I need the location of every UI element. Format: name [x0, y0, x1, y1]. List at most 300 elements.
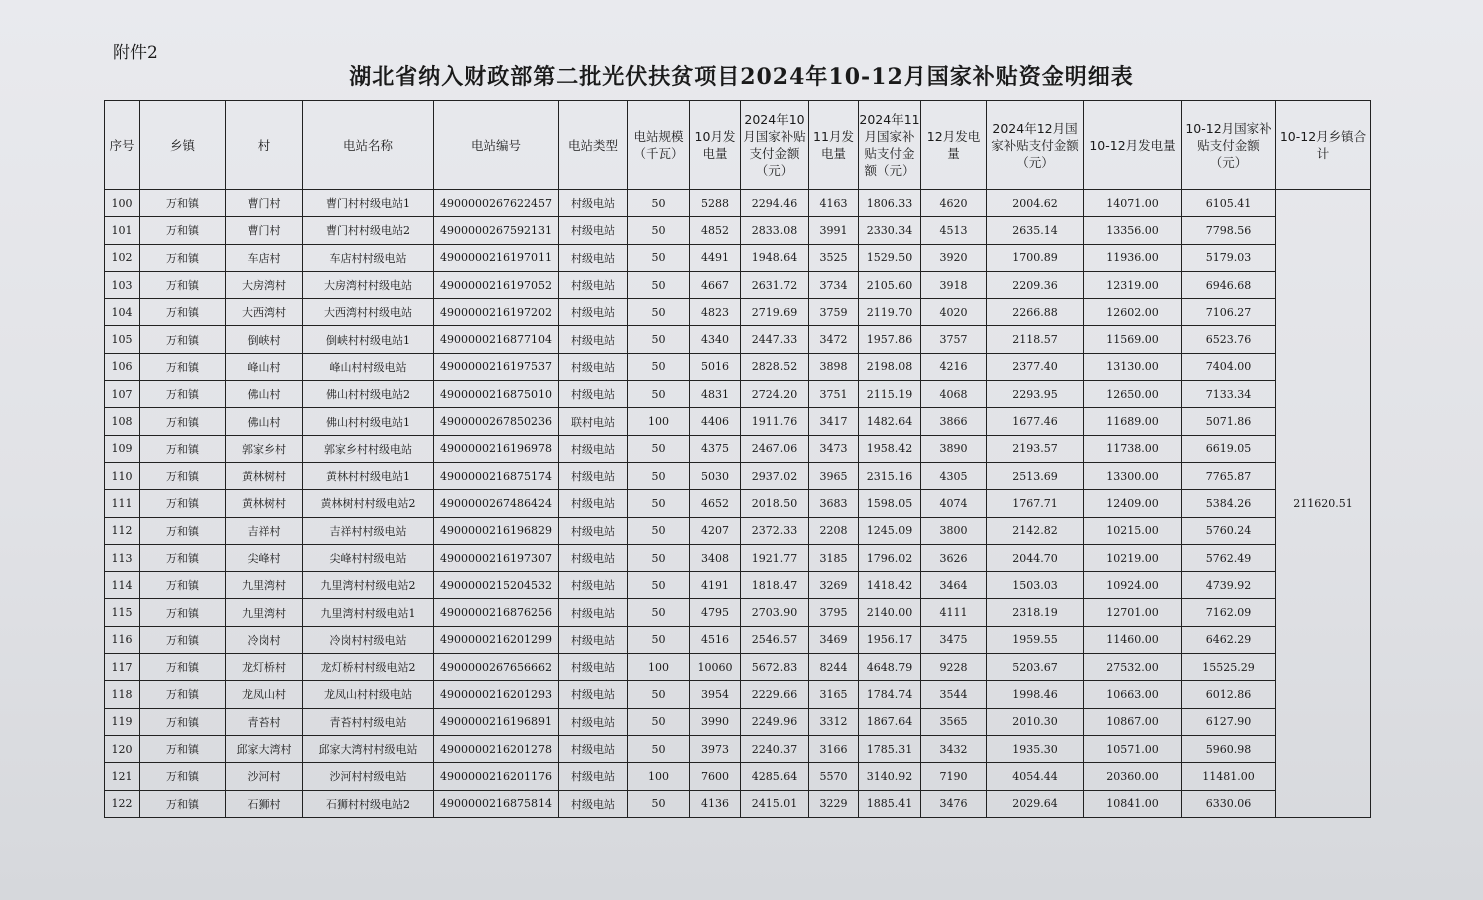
cell-q4-gen: 12650.00 [1084, 381, 1182, 408]
cell-town: 万和镇 [140, 326, 226, 353]
table-row [105, 190, 1371, 217]
cell-station-type: 村级电站 [559, 299, 628, 326]
table-row [105, 517, 1371, 544]
cell-nov-subsidy: 1885.41 [859, 790, 921, 817]
attachment-label: 附件2 [113, 43, 158, 63]
town-total-value: 211620.51 [1276, 190, 1371, 818]
cell-q4-gen: 12701.00 [1084, 599, 1182, 626]
cell-nov-subsidy: 3140.92 [859, 763, 921, 790]
cell-oct-gen: 3990 [690, 708, 741, 735]
cell-q4-subsidy: 6330.06 [1182, 790, 1276, 817]
cell-nov-subsidy: 2315.16 [859, 462, 921, 489]
cell-town: 万和镇 [140, 244, 226, 271]
cell-oct-subsidy: 1911.76 [741, 408, 809, 435]
header-town: 乡镇 [140, 101, 226, 190]
cell-village: 黄林树村 [226, 462, 303, 489]
cell-oct-gen: 4852 [690, 217, 741, 244]
table-row [105, 790, 1371, 817]
cell-q4-subsidy: 5960.98 [1182, 735, 1276, 762]
cell-station-code: 4900000216201299 [434, 626, 559, 653]
cell-dec-subsidy: 2318.19 [987, 599, 1084, 626]
cell-oct-gen: 10060 [690, 654, 741, 681]
cell-oct-subsidy: 2447.33 [741, 326, 809, 353]
table-header-row [105, 101, 1371, 190]
cell-dec-subsidy: 1503.03 [987, 572, 1084, 599]
cell-oct-subsidy: 2294.46 [741, 190, 809, 217]
cell-station-type: 村级电站 [559, 681, 628, 708]
cell-q4-gen: 13356.00 [1084, 217, 1182, 244]
header-q4-subsidy: 10-12月国家补贴支付金额（元） [1182, 101, 1276, 190]
cell-dec-gen: 3800 [921, 517, 987, 544]
cell-oct-subsidy: 1948.64 [741, 244, 809, 271]
cell-station-name: 青苔村村级电站 [303, 708, 434, 735]
cell-oct-subsidy: 2631.72 [741, 271, 809, 298]
cell-q4-gen: 10663.00 [1084, 681, 1182, 708]
cell-station-type: 村级电站 [559, 544, 628, 571]
cell-oct-gen: 7600 [690, 763, 741, 790]
cell-q4-gen: 20360.00 [1084, 763, 1182, 790]
cell-q4-gen: 10841.00 [1084, 790, 1182, 817]
cell-q4-subsidy: 5071.86 [1182, 408, 1276, 435]
cell-station-code: 4900000216876256 [434, 599, 559, 626]
cell-dec-gen: 7190 [921, 763, 987, 790]
cell-oct-gen: 4207 [690, 517, 741, 544]
cell-capacity: 50 [628, 326, 690, 353]
header-oct-subsidy: 2024年10月国家补贴支付金额（元） [741, 101, 809, 190]
cell-town: 万和镇 [140, 462, 226, 489]
cell-oct-subsidy: 1818.47 [741, 572, 809, 599]
cell-oct-gen: 4667 [690, 271, 741, 298]
cell-q4-subsidy: 11481.00 [1182, 763, 1276, 790]
header-capacity: 电站规模（千瓦） [628, 101, 690, 190]
cell-village: 龙凤山村 [226, 681, 303, 708]
cell-nov-subsidy: 1529.50 [859, 244, 921, 271]
cell-village: 曹门村 [226, 190, 303, 217]
cell-nov-subsidy: 1796.02 [859, 544, 921, 571]
cell-seq: 116 [105, 626, 140, 653]
cell-seq: 107 [105, 381, 140, 408]
cell-dec-gen: 3565 [921, 708, 987, 735]
cell-oct-gen: 4831 [690, 381, 741, 408]
table-row [105, 544, 1371, 571]
cell-station-code: 4900000267656662 [434, 654, 559, 681]
cell-station-name: 曹门村村级电站1 [303, 190, 434, 217]
cell-village: 黄林树村 [226, 490, 303, 517]
cell-dec-gen: 9228 [921, 654, 987, 681]
cell-station-name: 佛山村村级电站1 [303, 408, 434, 435]
cell-seq: 100 [105, 190, 140, 217]
cell-capacity: 50 [628, 544, 690, 571]
cell-seq: 121 [105, 763, 140, 790]
cell-oct-subsidy: 1921.77 [741, 544, 809, 571]
cell-station-name: 车店村村级电站 [303, 244, 434, 271]
cell-capacity: 50 [628, 790, 690, 817]
cell-village: 青苔村 [226, 708, 303, 735]
cell-station-type: 村级电站 [559, 353, 628, 380]
cell-dec-subsidy: 2118.57 [987, 326, 1084, 353]
cell-q4-gen: 10924.00 [1084, 572, 1182, 599]
cell-q4-gen: 10571.00 [1084, 735, 1182, 762]
table-row [105, 763, 1371, 790]
cell-station-code: 4900000267592131 [434, 217, 559, 244]
cell-dec-gen: 3544 [921, 681, 987, 708]
cell-town: 万和镇 [140, 544, 226, 571]
cell-village: 尖峰村 [226, 544, 303, 571]
table-row [105, 599, 1371, 626]
cell-oct-gen: 4823 [690, 299, 741, 326]
cell-seq: 115 [105, 599, 140, 626]
cell-oct-subsidy: 2018.50 [741, 490, 809, 517]
cell-nov-subsidy: 1418.42 [859, 572, 921, 599]
cell-station-code: 4900000216197202 [434, 299, 559, 326]
cell-dec-gen: 3866 [921, 408, 987, 435]
document-title: 湖北省纳入财政部第二批光伏扶贫项目2024年10-12月国家补贴资金明细表 [349, 64, 1134, 90]
cell-village: 大西湾村 [226, 299, 303, 326]
cell-q4-gen: 11689.00 [1084, 408, 1182, 435]
cell-dec-gen: 4068 [921, 381, 987, 408]
cell-station-name: 九里湾村村级电站2 [303, 572, 434, 599]
cell-dec-subsidy: 1677.46 [987, 408, 1084, 435]
cell-town: 万和镇 [140, 435, 226, 462]
cell-oct-gen: 4516 [690, 626, 741, 653]
cell-capacity: 50 [628, 490, 690, 517]
cell-village: 龙灯桥村 [226, 654, 303, 681]
cell-oct-gen: 5030 [690, 462, 741, 489]
cell-q4-subsidy: 6127.90 [1182, 708, 1276, 735]
cell-oct-gen: 4191 [690, 572, 741, 599]
cell-dec-subsidy: 2004.62 [987, 190, 1084, 217]
cell-q4-subsidy: 6012.86 [1182, 681, 1276, 708]
cell-village: 邱家大湾村 [226, 735, 303, 762]
cell-oct-subsidy: 5672.83 [741, 654, 809, 681]
cell-capacity: 50 [628, 435, 690, 462]
cell-seq: 102 [105, 244, 140, 271]
cell-nov-gen: 3525 [809, 244, 859, 271]
cell-dec-gen: 3757 [921, 326, 987, 353]
cell-town: 万和镇 [140, 790, 226, 817]
cell-station-code: 4900000216201176 [434, 763, 559, 790]
cell-q4-gen: 11460.00 [1084, 626, 1182, 653]
cell-station-code: 4900000216196891 [434, 708, 559, 735]
subsidy-table [104, 100, 1371, 818]
cell-oct-gen: 5016 [690, 353, 741, 380]
cell-nov-subsidy: 1784.74 [859, 681, 921, 708]
cell-nov-gen: 3991 [809, 217, 859, 244]
cell-nov-gen: 5570 [809, 763, 859, 790]
cell-nov-gen: 3166 [809, 735, 859, 762]
cell-nov-subsidy: 1806.33 [859, 190, 921, 217]
cell-dec-gen: 3918 [921, 271, 987, 298]
cell-station-type: 村级电站 [559, 435, 628, 462]
header-station-code: 电站编号 [434, 101, 559, 190]
cell-town: 万和镇 [140, 763, 226, 790]
cell-nov-gen: 3229 [809, 790, 859, 817]
cell-oct-subsidy: 2937.02 [741, 462, 809, 489]
cell-village: 九里湾村 [226, 599, 303, 626]
table-row [105, 408, 1371, 435]
cell-village: 佛山村 [226, 408, 303, 435]
cell-station-name: 龙灯桥村村级电站2 [303, 654, 434, 681]
cell-oct-gen: 4795 [690, 599, 741, 626]
cell-oct-subsidy: 2719.69 [741, 299, 809, 326]
cell-nov-subsidy: 2140.00 [859, 599, 921, 626]
cell-station-type: 联村电站 [559, 408, 628, 435]
cell-station-code: 4900000216197307 [434, 544, 559, 571]
cell-station-type: 村级电站 [559, 381, 628, 408]
cell-q4-subsidy: 5760.24 [1182, 517, 1276, 544]
cell-capacity: 50 [628, 735, 690, 762]
cell-oct-subsidy: 2828.52 [741, 353, 809, 380]
table-row [105, 708, 1371, 735]
cell-station-name: 大西湾村村级电站 [303, 299, 434, 326]
cell-oct-gen: 4375 [690, 435, 741, 462]
cell-dec-subsidy: 2209.36 [987, 271, 1084, 298]
cell-station-type: 村级电站 [559, 271, 628, 298]
cell-station-code: 4900000267850236 [434, 408, 559, 435]
cell-oct-subsidy: 2546.57 [741, 626, 809, 653]
cell-capacity: 50 [628, 381, 690, 408]
cell-q4-subsidy: 7765.87 [1182, 462, 1276, 489]
cell-station-code: 4900000216875174 [434, 462, 559, 489]
table-row [105, 299, 1371, 326]
cell-capacity: 50 [628, 217, 690, 244]
cell-capacity: 50 [628, 353, 690, 380]
cell-seq: 118 [105, 681, 140, 708]
cell-station-type: 村级电站 [559, 599, 628, 626]
cell-q4-subsidy: 7162.09 [1182, 599, 1276, 626]
cell-dec-subsidy: 2635.14 [987, 217, 1084, 244]
table-row [105, 654, 1371, 681]
cell-nov-gen: 3185 [809, 544, 859, 571]
cell-capacity: 50 [628, 271, 690, 298]
cell-q4-subsidy: 7133.34 [1182, 381, 1276, 408]
header-station-type: 电站类型 [559, 101, 628, 190]
cell-q4-gen: 10215.00 [1084, 517, 1182, 544]
cell-dec-subsidy: 2266.88 [987, 299, 1084, 326]
cell-dec-subsidy: 4054.44 [987, 763, 1084, 790]
cell-q4-subsidy: 7106.27 [1182, 299, 1276, 326]
cell-station-code: 4900000267486424 [434, 490, 559, 517]
cell-nov-gen: 3683 [809, 490, 859, 517]
cell-station-type: 村级电站 [559, 517, 628, 544]
cell-station-code: 4900000216197052 [434, 271, 559, 298]
cell-nov-subsidy: 1958.42 [859, 435, 921, 462]
cell-q4-subsidy: 4739.92 [1182, 572, 1276, 599]
header-station-name: 电站名称 [303, 101, 434, 190]
table-row [105, 681, 1371, 708]
cell-town: 万和镇 [140, 681, 226, 708]
table-row [105, 490, 1371, 517]
cell-nov-gen: 2208 [809, 517, 859, 544]
cell-dec-subsidy: 2142.82 [987, 517, 1084, 544]
cell-town: 万和镇 [140, 490, 226, 517]
cell-oct-subsidy: 2415.01 [741, 790, 809, 817]
cell-capacity: 50 [628, 299, 690, 326]
header-seq: 序号 [105, 101, 140, 190]
cell-oct-gen: 4136 [690, 790, 741, 817]
cell-station-type: 村级电站 [559, 462, 628, 489]
cell-q4-gen: 12319.00 [1084, 271, 1182, 298]
cell-seq: 114 [105, 572, 140, 599]
cell-dec-subsidy: 2377.40 [987, 353, 1084, 380]
cell-station-type: 村级电站 [559, 326, 628, 353]
cell-capacity: 100 [628, 763, 690, 790]
cell-capacity: 50 [628, 462, 690, 489]
cell-dec-subsidy: 2029.64 [987, 790, 1084, 817]
cell-town: 万和镇 [140, 735, 226, 762]
cell-dec-gen: 3476 [921, 790, 987, 817]
cell-capacity: 100 [628, 654, 690, 681]
cell-nov-gen: 3759 [809, 299, 859, 326]
table-row [105, 244, 1371, 271]
header-q4-gen: 10-12月发电量 [1084, 101, 1182, 190]
cell-seq: 103 [105, 271, 140, 298]
cell-nov-subsidy: 1785.31 [859, 735, 921, 762]
cell-seq: 117 [105, 654, 140, 681]
cell-nov-subsidy: 2198.08 [859, 353, 921, 380]
cell-seq: 110 [105, 462, 140, 489]
cell-nov-gen: 3269 [809, 572, 859, 599]
cell-nov-subsidy: 2115.19 [859, 381, 921, 408]
cell-station-name: 沙河村村级电站 [303, 763, 434, 790]
cell-village: 大房湾村 [226, 271, 303, 298]
table-row [105, 572, 1371, 599]
cell-oct-subsidy: 2229.66 [741, 681, 809, 708]
cell-nov-subsidy: 1867.64 [859, 708, 921, 735]
cell-village: 郭家乡村 [226, 435, 303, 462]
cell-q4-gen: 11738.00 [1084, 435, 1182, 462]
cell-oct-subsidy: 2467.06 [741, 435, 809, 462]
cell-oct-gen: 4652 [690, 490, 741, 517]
cell-seq: 105 [105, 326, 140, 353]
cell-station-code: 4900000215204532 [434, 572, 559, 599]
cell-nov-gen: 3312 [809, 708, 859, 735]
cell-station-name: 冷岗村村级电站 [303, 626, 434, 653]
cell-oct-gen: 3408 [690, 544, 741, 571]
cell-station-name: 倒峡村村级电站1 [303, 326, 434, 353]
cell-town: 万和镇 [140, 517, 226, 544]
cell-dec-subsidy: 2010.30 [987, 708, 1084, 735]
cell-village: 石狮村 [226, 790, 303, 817]
cell-dec-subsidy: 2513.69 [987, 462, 1084, 489]
cell-seq: 113 [105, 544, 140, 571]
cell-station-name: 龙凤山村村级电站 [303, 681, 434, 708]
cell-station-name: 吉祥村村级电站 [303, 517, 434, 544]
cell-village: 倒峡村 [226, 326, 303, 353]
cell-oct-gen: 3973 [690, 735, 741, 762]
cell-village: 沙河村 [226, 763, 303, 790]
cell-station-type: 村级电站 [559, 708, 628, 735]
cell-station-type: 村级电站 [559, 190, 628, 217]
cell-dec-gen: 3432 [921, 735, 987, 762]
cell-station-name: 郭家乡村村级电站 [303, 435, 434, 462]
cell-village: 佛山村 [226, 381, 303, 408]
cell-station-type: 村级电站 [559, 735, 628, 762]
cell-nov-gen: 3417 [809, 408, 859, 435]
cell-q4-gen: 11569.00 [1084, 326, 1182, 353]
cell-q4-gen: 10219.00 [1084, 544, 1182, 571]
table-row [105, 326, 1371, 353]
cell-station-name: 峰山村村级电站 [303, 353, 434, 380]
cell-q4-subsidy: 5384.26 [1182, 490, 1276, 517]
cell-station-name: 曹门村村级电站2 [303, 217, 434, 244]
cell-town: 万和镇 [140, 353, 226, 380]
cell-village: 峰山村 [226, 353, 303, 380]
cell-q4-subsidy: 6523.76 [1182, 326, 1276, 353]
cell-station-name: 九里湾村村级电站1 [303, 599, 434, 626]
table-row [105, 217, 1371, 244]
cell-seq: 112 [105, 517, 140, 544]
cell-station-name: 黄林树村村级电站2 [303, 490, 434, 517]
cell-dec-gen: 4305 [921, 462, 987, 489]
cell-station-type: 村级电站 [559, 572, 628, 599]
cell-q4-subsidy: 5179.03 [1182, 244, 1276, 271]
cell-station-name: 黄林村村级电站1 [303, 462, 434, 489]
cell-nov-gen: 3898 [809, 353, 859, 380]
cell-station-code: 4900000216875010 [434, 381, 559, 408]
cell-village: 车店村 [226, 244, 303, 271]
cell-nov-gen: 8244 [809, 654, 859, 681]
cell-capacity: 50 [628, 517, 690, 544]
cell-town: 万和镇 [140, 654, 226, 681]
cell-dec-gen: 4216 [921, 353, 987, 380]
cell-station-type: 村级电站 [559, 244, 628, 271]
cell-station-code: 4900000216197011 [434, 244, 559, 271]
cell-oct-gen: 4340 [690, 326, 741, 353]
cell-seq: 106 [105, 353, 140, 380]
table-row [105, 271, 1371, 298]
cell-nov-gen: 3165 [809, 681, 859, 708]
cell-station-code: 4900000216201293 [434, 681, 559, 708]
cell-dec-gen: 3890 [921, 435, 987, 462]
cell-town: 万和镇 [140, 217, 226, 244]
cell-station-type: 村级电站 [559, 490, 628, 517]
cell-station-name: 石狮村村级电站2 [303, 790, 434, 817]
cell-nov-subsidy: 1956.17 [859, 626, 921, 653]
cell-dec-subsidy: 2193.57 [987, 435, 1084, 462]
cell-q4-gen: 12409.00 [1084, 490, 1182, 517]
cell-dec-gen: 4620 [921, 190, 987, 217]
cell-nov-subsidy: 1245.09 [859, 517, 921, 544]
cell-q4-subsidy: 6619.05 [1182, 435, 1276, 462]
cell-oct-subsidy: 2249.96 [741, 708, 809, 735]
cell-seq: 104 [105, 299, 140, 326]
cell-station-code: 4900000216877104 [434, 326, 559, 353]
cell-nov-subsidy: 1598.05 [859, 490, 921, 517]
cell-oct-gen: 3954 [690, 681, 741, 708]
header-town-total: 10-12月乡镇合计 [1276, 101, 1371, 190]
cell-q4-subsidy: 5762.49 [1182, 544, 1276, 571]
cell-station-code: 4900000216875814 [434, 790, 559, 817]
cell-dec-subsidy: 1935.30 [987, 735, 1084, 762]
cell-oct-gen: 4406 [690, 408, 741, 435]
cell-station-code: 4900000216197537 [434, 353, 559, 380]
cell-capacity: 50 [628, 190, 690, 217]
cell-dec-subsidy: 5203.67 [987, 654, 1084, 681]
cell-dec-gen: 3475 [921, 626, 987, 653]
cell-nov-gen: 3734 [809, 271, 859, 298]
cell-nov-subsidy: 2119.70 [859, 299, 921, 326]
header-dec-subsidy: 2024年12月国家补贴支付金额（元） [987, 101, 1084, 190]
cell-nov-gen: 3751 [809, 381, 859, 408]
cell-capacity: 50 [628, 599, 690, 626]
cell-seq: 111 [105, 490, 140, 517]
header-dec-gen: 12月发电量 [921, 101, 987, 190]
cell-town: 万和镇 [140, 299, 226, 326]
cell-town: 万和镇 [140, 626, 226, 653]
cell-q4-gen: 27532.00 [1084, 654, 1182, 681]
cell-capacity: 50 [628, 572, 690, 599]
